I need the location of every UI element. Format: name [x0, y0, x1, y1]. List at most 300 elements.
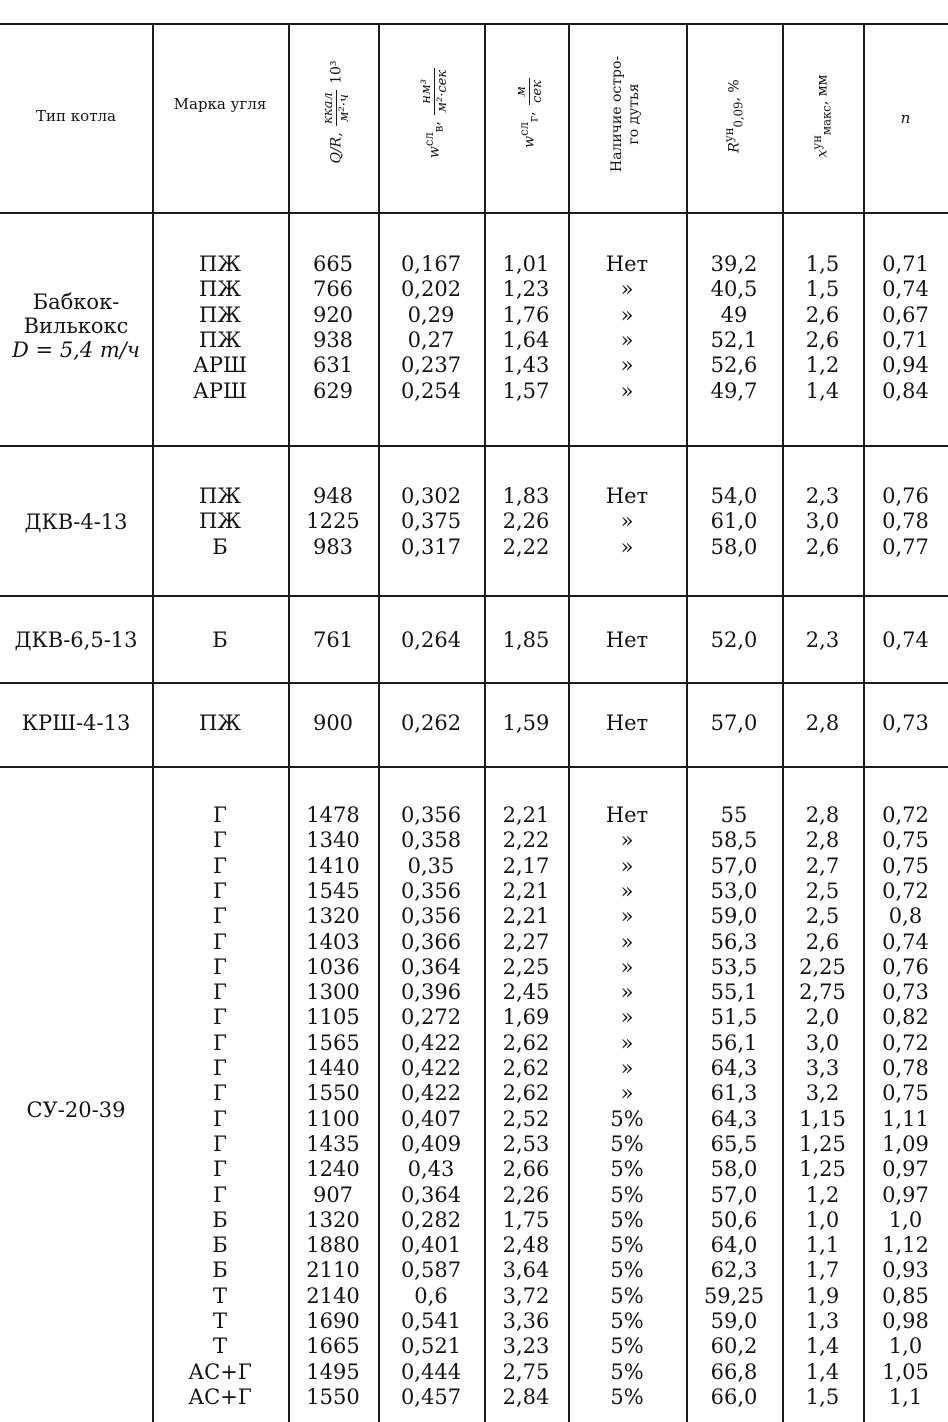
cell-max-size: 1,4: [805, 1359, 840, 1384]
cell-coal-brand: Б: [212, 628, 228, 652]
cell-sharp-blast: 5%: [610, 1157, 644, 1182]
cell-air-velocity: 0,35: [407, 853, 455, 878]
cell-heat-load: 1320: [306, 1207, 360, 1232]
cell-coal-brand: Г: [213, 929, 227, 954]
cell-n: 0,76: [882, 954, 929, 979]
cell-air-velocity: 0,262: [400, 711, 462, 735]
cell-max-size: 1,2: [805, 1182, 840, 1207]
cell-residue: 66,0: [710, 1384, 758, 1409]
cell-air-velocity: 0,422: [400, 1030, 462, 1055]
cell-n: 0,74: [882, 277, 929, 302]
cell-gas-velocity: 1,43: [502, 353, 550, 378]
cell-max-size: 1,1: [805, 1233, 840, 1258]
cell-sharp-blast: »: [620, 302, 634, 327]
cell-n: 0,93: [882, 1258, 929, 1283]
cell-n: 0,94: [882, 353, 929, 378]
header-max-size-symbol: x: [814, 149, 831, 158]
header-air-velocity-sub: в: [431, 125, 446, 133]
cell-max-size: 1,15: [799, 1106, 846, 1131]
cell-heat-load: 907: [312, 1182, 354, 1207]
header-max-size-sub: макс: [819, 105, 834, 135]
header-air-velocity-symbol: w: [426, 146, 443, 159]
cell-gas-velocity: 2,75: [502, 1359, 550, 1384]
cell-gas-velocity: 2,52: [502, 1106, 550, 1131]
cell-n: 0,74: [882, 628, 929, 652]
cell-n: 0,76: [882, 484, 929, 508]
cell-max-size: 2,6: [805, 534, 840, 559]
cell-sharp-blast: 5%: [610, 1233, 644, 1258]
cell-coal-brand: АРШ: [193, 378, 247, 403]
cell-n: 0,82: [882, 1005, 929, 1030]
cell-sharp-blast: 5%: [610, 1131, 644, 1156]
cell-n: 0,78: [882, 509, 929, 534]
cell-heat-load: 1240: [306, 1157, 360, 1182]
cell-max-size: 3,0: [805, 1030, 840, 1055]
cell-heat-load: 629: [312, 378, 354, 403]
header-gas-velocity-sub: г: [526, 115, 541, 122]
cell-residue: 52,0: [710, 628, 758, 652]
cell-air-velocity: 0,237: [400, 353, 462, 378]
cell-air-velocity: 0,356: [400, 904, 462, 929]
cell-gas-velocity: 2,84: [502, 1384, 550, 1409]
cell-max-size: 1,7: [805, 1258, 840, 1283]
cell-air-velocity: 0,43: [407, 1157, 455, 1182]
cell-air-velocity: 0,409: [400, 1131, 462, 1156]
cell-air-velocity: 0,302: [400, 484, 462, 508]
cell-sharp-blast: 5%: [610, 1258, 644, 1283]
cell-gas-velocity: 2,21: [502, 904, 550, 929]
cell-coal-brand: Т: [212, 1309, 227, 1333]
cell-gas-velocity: 3,36: [502, 1309, 550, 1333]
header-air-velocity-sup: сл: [421, 132, 436, 147]
cell-n: 1,0: [888, 1334, 923, 1359]
cell-gas-velocity: 1,85: [502, 628, 550, 652]
rule-group-4: [0, 766, 948, 768]
cell-heat-load: 1550: [306, 1081, 360, 1106]
cell-air-velocity: 0,396: [400, 980, 462, 1005]
cell-coal-brand: ПЖ: [199, 327, 241, 352]
cell-n: 0,98: [882, 1309, 929, 1333]
cell-heat-load: 1225: [306, 509, 360, 534]
cell-sharp-blast: »: [620, 929, 634, 954]
cell-residue: 64,3: [710, 1056, 758, 1080]
cell-sharp-blast: 5%: [610, 1106, 644, 1131]
cell-heat-load: 1545: [306, 878, 360, 903]
cell-sharp-blast: Нет: [605, 711, 649, 735]
cell-max-size: 1,5: [805, 252, 840, 276]
header-n: n: [900, 109, 911, 127]
cell-heat-load: 948: [312, 484, 354, 508]
cell-sharp-blast: »: [620, 878, 634, 903]
cell-max-size: 2,75: [799, 980, 846, 1005]
group-label-babcock-capacity: D = 5,4 т/ч: [12, 338, 140, 362]
cell-air-velocity: 0,356: [400, 878, 462, 903]
cell-coal-brand: ПЖ: [199, 509, 241, 534]
cell-coal-brand: ПЖ: [199, 711, 241, 735]
cell-residue: 57,0: [710, 711, 758, 735]
cell-sharp-blast: 5%: [610, 1283, 644, 1308]
cell-coal-brand: Г: [213, 1182, 227, 1207]
cell-n: 0,75: [882, 853, 929, 878]
cell-residue: 61,0: [710, 509, 758, 534]
cell-sharp-blast: »: [620, 534, 634, 559]
cell-heat-load: 938: [312, 327, 354, 352]
cell-coal-brand: АРШ: [193, 353, 247, 378]
cell-air-velocity: 0,375: [400, 509, 462, 534]
cell-air-velocity: 0,366: [400, 929, 462, 954]
cell-coal-brand: АС+Г: [188, 1384, 252, 1409]
cell-n: 0,71: [882, 252, 929, 276]
cell-sharp-blast: »: [620, 353, 634, 378]
header-coal-brand: Марка угля: [173, 95, 267, 113]
cell-n: 0,75: [882, 828, 929, 853]
cell-n: 0,72: [882, 878, 929, 903]
cell-air-velocity: 0,356: [400, 803, 462, 827]
header-heat-load: [321, 32, 352, 192]
group-label-babcock-name: Бабкок- Вилькокс: [23, 290, 129, 338]
cell-coal-brand: Г: [213, 904, 227, 929]
cell-gas-velocity: 1,69: [502, 1005, 550, 1030]
cell-gas-velocity: 1,59: [502, 711, 550, 735]
cell-residue: 59,0: [710, 904, 758, 929]
cell-n: 0,78: [882, 1056, 929, 1080]
cell-air-velocity: 0,272: [400, 1005, 462, 1030]
cell-sharp-blast: 5%: [610, 1334, 644, 1359]
cell-gas-velocity: 2,17: [502, 853, 550, 878]
header-gas-velocity-num: м: [514, 78, 530, 105]
cell-coal-brand: Г: [213, 1005, 227, 1030]
header-max-size: $x^{ун}_{макс}$, мм: [810, 74, 834, 158]
cell-gas-velocity: 2,62: [502, 1081, 550, 1106]
cell-residue: 65,5: [710, 1131, 758, 1156]
header-heat-load-den: м²·ч: [337, 94, 352, 123]
cell-gas-velocity: 1,01: [502, 252, 550, 276]
cell-air-velocity: 0,358: [400, 828, 462, 853]
cell-residue: 66,8: [710, 1359, 758, 1384]
cell-heat-load: 1880: [306, 1233, 360, 1258]
header-boiler-type: Тип котла: [36, 107, 116, 125]
cell-residue: 55,1: [710, 980, 758, 1005]
cell-coal-brand: Б: [212, 1207, 228, 1232]
cell-heat-load: 1665: [306, 1334, 360, 1359]
cell-max-size: 1,9: [805, 1283, 840, 1308]
cell-sharp-blast: »: [620, 954, 634, 979]
header-gas-velocity: $w^{сл}_г$, м сек: [514, 80, 545, 148]
cell-air-velocity: 0,254: [400, 378, 462, 403]
cell-n: 1,12: [882, 1233, 929, 1258]
cell-n: 1,09: [882, 1131, 929, 1156]
cell-residue: 53,0: [710, 878, 758, 903]
cell-gas-velocity: 3,64: [502, 1258, 550, 1283]
cell-sharp-blast: Нет: [605, 252, 649, 276]
cell-heat-load: 900: [312, 711, 354, 735]
cell-coal-brand: Г: [213, 828, 227, 853]
cell-max-size: 1,25: [799, 1157, 846, 1182]
cell-sharp-blast: »: [620, 853, 634, 878]
cell-residue: 59,25: [703, 1283, 765, 1308]
cell-heat-load: 1435: [306, 1131, 360, 1156]
cell-residue: 52,1: [710, 327, 758, 352]
header-gas-velocity-den: сек: [530, 80, 545, 103]
cell-n: 1,1: [888, 1384, 923, 1409]
cell-max-size: 2,6: [805, 302, 840, 327]
cell-heat-load: 766: [312, 277, 354, 302]
header-residue-sub: 0,09: [731, 101, 746, 128]
cell-sharp-blast: 5%: [610, 1182, 644, 1207]
cell-coal-brand: ПЖ: [199, 252, 241, 276]
cell-coal-brand: Г: [213, 853, 227, 878]
cell-heat-load: 1440: [306, 1056, 360, 1080]
cell-gas-velocity: 1,57: [502, 378, 550, 403]
rule-top: [0, 23, 948, 25]
cell-residue: 58,0: [710, 534, 758, 559]
cell-n: 0,71: [882, 327, 929, 352]
header-residue: $R^{ун}_{0,09}$, %: [722, 79, 746, 153]
header-gas-velocity-symbol: w: [521, 135, 538, 148]
rule-group-1: [0, 445, 948, 447]
cell-n: 0,75: [882, 1081, 929, 1106]
header-residue-symbol: R: [726, 142, 743, 153]
cell-sharp-blast: 5%: [610, 1207, 644, 1232]
cell-residue: 51,5: [710, 1005, 758, 1030]
cell-air-velocity: 0,521: [400, 1334, 462, 1359]
cell-n: 0,72: [882, 803, 929, 827]
cell-residue: 52,6: [710, 353, 758, 378]
cell-n: 0,73: [882, 711, 929, 735]
cell-coal-brand: Г: [213, 878, 227, 903]
header-residue-unit: %: [726, 79, 743, 93]
cell-coal-brand: Г: [213, 803, 227, 827]
group-label-dkv-6-5-13: ДКВ-6,5-13: [14, 628, 138, 652]
cell-max-size: 1,5: [805, 277, 840, 302]
cell-sharp-blast: 5%: [610, 1309, 644, 1333]
cell-max-size: 1,3: [805, 1309, 840, 1333]
cell-n: 0,67: [882, 302, 929, 327]
header-heat-load-suffix: 10³: [328, 60, 345, 84]
cell-residue: 54,0: [710, 484, 758, 508]
cell-air-velocity: 0,401: [400, 1233, 462, 1258]
header-heat-load-unit: [321, 90, 352, 126]
cell-gas-velocity: 2,27: [502, 929, 550, 954]
header-sharp-blast: Наличие остро- го дутья: [609, 55, 642, 173]
header-gas-velocity-unit: [514, 78, 545, 105]
cell-residue: 56,1: [710, 1030, 758, 1055]
cell-sharp-blast: Нет: [605, 803, 649, 827]
cell-heat-load: 1495: [306, 1359, 360, 1384]
header-air-velocity-den: м²·сек: [435, 69, 450, 113]
cell-coal-brand: Г: [213, 1106, 227, 1131]
cell-coal-brand: ПЖ: [199, 277, 241, 302]
cell-sharp-blast: »: [620, 327, 634, 352]
cell-n: 0,8: [888, 904, 923, 929]
header-air-velocity-num: нм³: [419, 68, 435, 115]
cell-max-size: 3,0: [805, 509, 840, 534]
cell-sharp-blast: »: [620, 1030, 634, 1055]
cell-sharp-blast: Нет: [605, 484, 649, 508]
cell-air-velocity: 0,27: [407, 327, 455, 352]
cell-n: 0,85: [882, 1283, 929, 1308]
cell-gas-velocity: 1,75: [502, 1207, 550, 1232]
cell-coal-brand: Г: [213, 1056, 227, 1080]
cell-heat-load: 2140: [306, 1283, 360, 1308]
cell-gas-velocity: 2,26: [502, 1182, 550, 1207]
cell-heat-load: 2110: [306, 1258, 360, 1283]
cell-gas-velocity: 2,21: [502, 803, 550, 827]
cell-coal-brand: Г: [213, 1157, 227, 1182]
cell-gas-velocity: 2,25: [502, 954, 550, 979]
cell-coal-brand: Г: [213, 1081, 227, 1106]
cell-gas-velocity: 3,23: [502, 1334, 550, 1359]
cell-coal-brand: Г: [213, 1030, 227, 1055]
cell-coal-brand: Б: [212, 534, 228, 559]
cell-gas-velocity: 2,48: [502, 1233, 550, 1258]
cell-residue: 55: [720, 803, 748, 827]
cell-n: 0,97: [882, 1157, 929, 1182]
cell-heat-load: 1100: [306, 1106, 360, 1131]
cell-air-velocity: 0,317: [400, 534, 462, 559]
cell-coal-brand: Г: [213, 954, 227, 979]
cell-gas-velocity: 2,21: [502, 878, 550, 903]
rule-header-bottom: [0, 212, 948, 214]
cell-coal-brand: Т: [212, 1283, 227, 1308]
cell-sharp-blast: 5%: [610, 1384, 644, 1409]
cell-max-size: 3,2: [805, 1081, 840, 1106]
cell-air-velocity: 0,364: [400, 1182, 462, 1207]
cell-residue: 58,0: [710, 1157, 758, 1182]
cell-max-size: 2,7: [805, 853, 840, 878]
header-heat-load-prefix: Q/R,: [328, 132, 345, 164]
cell-heat-load: 631: [312, 353, 354, 378]
cell-max-size: 1,5: [805, 1384, 840, 1409]
cell-sharp-blast: »: [620, 1005, 634, 1030]
cell-gas-velocity: 2,66: [502, 1157, 550, 1182]
cell-gas-velocity: 2,26: [502, 509, 550, 534]
cell-heat-load: 1105: [306, 1005, 360, 1030]
header-air-velocity: $w^{сл}_в$, нм³ м²·сек: [419, 69, 450, 159]
cell-air-velocity: 0,167: [400, 252, 462, 276]
cell-sharp-blast: Нет: [605, 628, 649, 652]
cell-heat-load: 1410: [306, 853, 360, 878]
cell-n: 1,11: [882, 1106, 929, 1131]
cell-coal-brand: Б: [212, 1258, 228, 1283]
group-label-su-20-39: СУ-20-39: [26, 1098, 126, 1122]
cell-heat-load: 1340: [306, 828, 360, 853]
cell-air-velocity: 0,6: [414, 1283, 448, 1308]
cell-n: 0,74: [882, 929, 929, 954]
cell-max-size: 1,4: [805, 378, 840, 403]
cell-residue: 49: [720, 302, 748, 327]
cell-heat-load: 1036: [306, 954, 360, 979]
cell-residue: 61,3: [710, 1081, 758, 1106]
cell-residue: 58,5: [710, 828, 758, 853]
cell-gas-velocity: 1,76: [502, 302, 550, 327]
cell-n: 1,0: [888, 1207, 923, 1232]
cell-sharp-blast: »: [620, 828, 634, 853]
header-gas-velocity-sup: сл: [516, 121, 531, 136]
cell-residue: 53,5: [710, 954, 758, 979]
cell-sharp-blast: »: [620, 904, 634, 929]
cell-sharp-blast: »: [620, 277, 634, 302]
cell-max-size: 1,25: [799, 1131, 846, 1156]
cell-coal-brand: Т: [212, 1334, 227, 1359]
cell-coal-brand: ПЖ: [199, 302, 241, 327]
cell-heat-load: 1320: [306, 904, 360, 929]
cell-n: 0,72: [882, 1030, 929, 1055]
cell-heat-load: 761: [312, 628, 354, 652]
cell-residue: 56,3: [710, 929, 758, 954]
cell-residue: 60,2: [710, 1334, 758, 1359]
cell-n: 0,77: [882, 534, 929, 559]
group-label-dkv-4-13: ДКВ-4-13: [24, 510, 128, 534]
cell-air-velocity: 0,457: [400, 1384, 462, 1409]
cell-heat-load: 1403: [306, 929, 360, 954]
cell-air-velocity: 0,422: [400, 1056, 462, 1080]
cell-air-velocity: 0,282: [400, 1207, 462, 1232]
cell-residue: 50,6: [710, 1207, 758, 1232]
cell-max-size: 2,5: [805, 878, 840, 903]
cell-air-velocity: 0,264: [400, 628, 462, 652]
cell-max-size: 2,8: [805, 803, 840, 827]
cell-gas-velocity: 1,83: [502, 484, 550, 508]
cell-heat-load: 1478: [306, 803, 360, 827]
cell-max-size: 2,6: [805, 327, 840, 352]
cell-sharp-blast: »: [620, 378, 634, 403]
cell-heat-load: 920: [312, 302, 354, 327]
group-label-babcock: [0, 290, 152, 362]
cell-heat-load: 1550: [306, 1384, 360, 1409]
cell-n: 0,84: [882, 378, 929, 403]
cell-residue: 64,3: [710, 1106, 758, 1131]
rule-group-3: [0, 682, 948, 684]
cell-max-size: 2,5: [805, 904, 840, 929]
cell-sharp-blast: »: [620, 509, 634, 534]
cell-max-size: 1,0: [805, 1207, 840, 1232]
cell-air-velocity: 0,422: [400, 1081, 462, 1106]
cell-residue: 39,2: [710, 252, 758, 276]
cell-max-size: 1,4: [805, 1334, 840, 1359]
cell-air-velocity: 0,407: [400, 1106, 462, 1131]
cell-heat-load: 1690: [306, 1309, 360, 1333]
header-max-size-sup: ун: [810, 135, 824, 150]
cell-sharp-blast: »: [620, 1056, 634, 1080]
cell-coal-brand: АС+Г: [188, 1359, 252, 1384]
cell-gas-velocity: 2,45: [502, 980, 550, 1005]
cell-gas-velocity: 1,64: [502, 327, 550, 352]
cell-max-size: 3,3: [805, 1056, 840, 1080]
cell-max-size: 2,6: [805, 929, 840, 954]
cell-max-size: 2,0: [805, 1005, 840, 1030]
cell-gas-velocity: 2,62: [502, 1056, 550, 1080]
cell-gas-velocity: 2,53: [502, 1131, 550, 1156]
cell-sharp-blast: »: [620, 980, 634, 1005]
cell-residue: 57,0: [710, 853, 758, 878]
cell-gas-velocity: 2,62: [502, 1030, 550, 1055]
cell-n: 1,05: [882, 1359, 929, 1384]
cell-sharp-blast: 5%: [610, 1359, 644, 1384]
cell-air-velocity: 0,364: [400, 954, 462, 979]
cell-gas-velocity: 1,23: [502, 277, 550, 302]
cell-heat-load: 1565: [306, 1030, 360, 1055]
cell-max-size: 2,8: [805, 711, 840, 735]
cell-coal-brand: Б: [212, 1233, 228, 1258]
cell-residue: 59,0: [710, 1309, 758, 1333]
cell-n: 0,97: [882, 1182, 929, 1207]
header-air-velocity-unit: [419, 68, 450, 115]
cell-residue: 40,5: [710, 277, 758, 302]
cell-gas-velocity: 3,72: [502, 1283, 550, 1308]
cell-air-velocity: 0,587: [400, 1258, 462, 1283]
cell-heat-load: 665: [312, 252, 354, 276]
